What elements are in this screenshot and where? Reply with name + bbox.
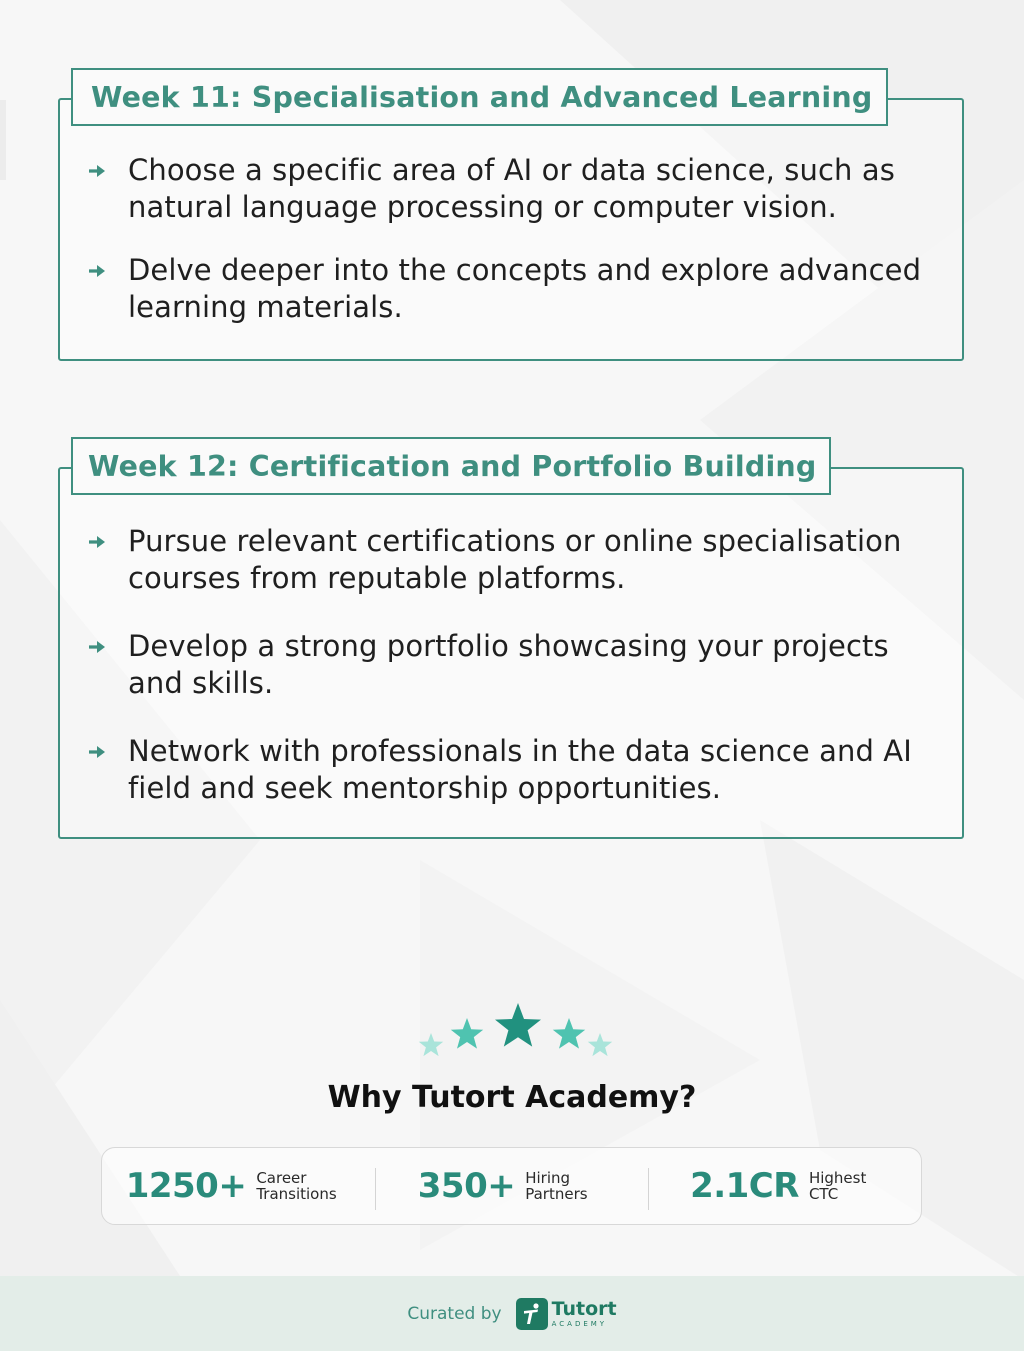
list-item: [88, 628, 942, 702]
stat-value: 2.1CR: [690, 1166, 799, 1206]
bullet-list: [88, 152, 942, 326]
stat-label: Highest CTC: [808, 1169, 867, 1203]
week-12-section: [58, 449, 964, 839]
list-item: [88, 733, 942, 807]
stats-bar: [101, 1147, 922, 1225]
list-item: [88, 523, 942, 597]
section-title: Week 12: Certification and Portfolio Building: [71, 437, 831, 495]
stat-value: 350+: [417, 1166, 516, 1206]
week-11-section: [58, 80, 964, 361]
bullet-text: Develop a strong portfolio showcasing your projects and skills.: [128, 629, 889, 700]
star-mid-icon: [553, 1018, 585, 1049]
star-light-icon: [588, 1033, 612, 1056]
section-title: Week 11: Specialisation and Advanced Learning: [71, 68, 888, 126]
bullet-text: Choose a specific area of AI or data science, such as natural language processing or computer vision.: [128, 153, 895, 224]
tutort-logo[interactable]: [516, 1298, 617, 1330]
star-light-icon: [419, 1033, 443, 1056]
bullet-list: [88, 523, 942, 807]
arrow-right-icon: [88, 628, 110, 665]
star-dark-icon: [495, 1003, 541, 1047]
stat-label: Career Transitions: [256, 1169, 337, 1203]
logo-text: [551, 1297, 617, 1328]
arrow-right-icon: [88, 733, 110, 770]
bullet-text: Pursue relevant certifications or online specialisation courses from reputable platforms.: [128, 524, 902, 595]
star-mid-icon: [451, 1018, 483, 1049]
stat-career-transitions: [102, 1148, 375, 1224]
arrow-right-icon: [88, 523, 110, 560]
logo-name: Tutort: [551, 1297, 617, 1320]
footer: [0, 1276, 1024, 1351]
logo-subtitle: ACADEMY: [551, 1319, 608, 1328]
why-tutort-heading: Why Tutort Academy?: [327, 1080, 697, 1115]
tutort-logo-icon: [516, 1298, 548, 1330]
bullet-text: Network with professionals in the data science and AI field and seek mentorship opportunities.: [128, 734, 912, 805]
stat-label: Hiring Partners: [525, 1169, 588, 1203]
stat-highest-ctc: [648, 1148, 921, 1224]
arrow-right-icon: [88, 252, 110, 289]
list-item: [88, 152, 942, 226]
curated-by-text: Curated by: [407, 1303, 502, 1324]
bullet-text: Delve deeper into the concepts and explore advanced learning materials.: [128, 253, 922, 324]
list-item: [88, 252, 942, 326]
stat-hiring-partners: [375, 1148, 648, 1224]
stat-value: 1250+: [125, 1166, 247, 1206]
arrow-right-icon: [88, 152, 110, 189]
five-stars-icon: [414, 998, 614, 1062]
